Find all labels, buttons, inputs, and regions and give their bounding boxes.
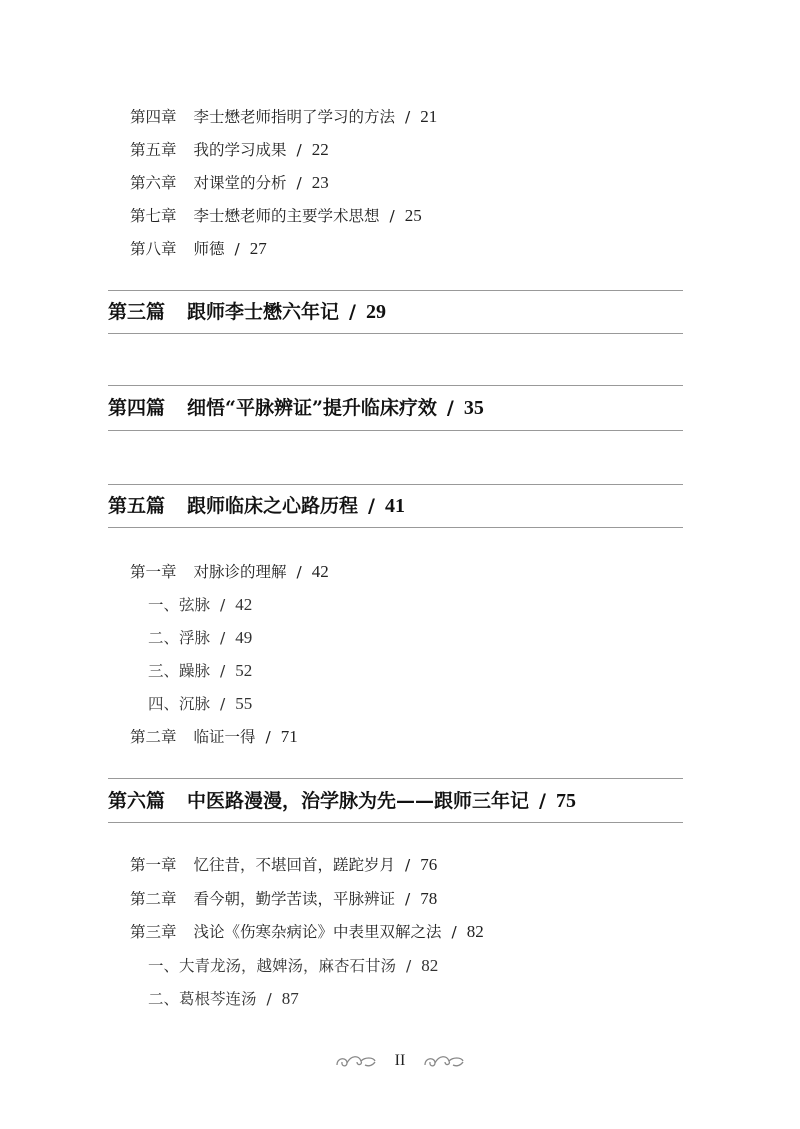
divider xyxy=(108,333,683,334)
separator: / xyxy=(406,957,412,975)
divider xyxy=(108,484,683,485)
page-footer xyxy=(0,1052,800,1070)
section-label: 一、 xyxy=(148,596,180,614)
toc-entry[interactable] xyxy=(130,562,329,582)
part-heading[interactable] xyxy=(108,396,484,420)
page-number: 22 xyxy=(311,140,329,159)
section-title: 葛根芩连汤 xyxy=(179,990,257,1008)
page-number: 41 xyxy=(384,495,405,517)
part-title: 跟师临床之心路历程 xyxy=(187,495,359,517)
section-title: 浮脉 xyxy=(179,629,211,647)
separator: / xyxy=(405,108,411,126)
separator: / xyxy=(389,207,395,225)
section-title: 弦脉 xyxy=(179,596,211,614)
part-label: 第六篇 xyxy=(108,790,166,812)
chapter-title: 忆往昔，不堪回首，蹉跎岁月 xyxy=(193,856,396,874)
chapter-label: 第二章 xyxy=(130,890,177,908)
page-number: 35 xyxy=(463,397,484,419)
chapter-label: 第一章 xyxy=(130,563,177,581)
chapter-title: 对脉诊的理解 xyxy=(193,563,287,581)
page-number: 76 xyxy=(420,855,438,874)
toc-subentry[interactable] xyxy=(148,694,252,714)
chapter-title: 浅论《伤寒杂病论》中表里双解之法 xyxy=(193,923,442,941)
toc-subentry[interactable] xyxy=(148,956,438,976)
toc-entry[interactable] xyxy=(130,107,437,127)
page-number: II xyxy=(394,1052,406,1069)
page-number: 42 xyxy=(235,595,253,614)
separator: / xyxy=(220,629,226,647)
part-label: 第三篇 xyxy=(108,301,166,323)
section-title: 大青龙汤，越婢汤，麻杏石甘汤 xyxy=(179,957,397,975)
separator: / xyxy=(451,923,457,941)
divider xyxy=(108,778,683,779)
toc-subentry[interactable] xyxy=(148,628,252,648)
ornament-right-icon xyxy=(423,1053,465,1069)
page-number: 29 xyxy=(365,301,386,323)
section-label: 三、 xyxy=(148,662,180,680)
separator: / xyxy=(296,141,302,159)
chapter-label: 第六章 xyxy=(130,174,177,192)
chapter-label: 第一章 xyxy=(130,856,177,874)
page-number: 55 xyxy=(235,694,253,713)
separator: / xyxy=(234,240,240,258)
chapter-title: 李士懋老师指明了学习的方法 xyxy=(193,108,396,126)
section-title: 沉脉 xyxy=(179,695,211,713)
chapter-label: 第四章 xyxy=(130,108,177,126)
chapter-title: 看今朝，勤学苦读，平脉辨证 xyxy=(193,890,396,908)
divider xyxy=(108,822,683,823)
separator: / xyxy=(220,662,226,680)
page-number: 71 xyxy=(280,727,298,746)
separator: / xyxy=(368,495,375,517)
page-number: 25 xyxy=(404,206,422,225)
page-number: 23 xyxy=(311,173,329,192)
page-number: 82 xyxy=(421,956,439,975)
page-number: 75 xyxy=(555,790,576,812)
part-title: 跟师李士懋六年记 xyxy=(187,301,340,323)
section-label: 二、 xyxy=(148,990,180,1008)
toc-subentry[interactable] xyxy=(148,661,252,681)
separator: / xyxy=(220,695,226,713)
page-number: 21 xyxy=(420,107,438,126)
toc-subentry[interactable] xyxy=(148,595,252,615)
page-number: 87 xyxy=(281,989,299,1008)
part-heading[interactable] xyxy=(108,300,386,324)
section-label: 二、 xyxy=(148,629,180,647)
section-label: 四、 xyxy=(148,695,180,713)
part-heading[interactable] xyxy=(108,494,405,518)
chapter-label: 第八章 xyxy=(130,240,177,258)
chapter-label: 第二章 xyxy=(130,728,177,746)
chapter-title: 师德 xyxy=(193,240,225,258)
divider xyxy=(108,290,683,291)
toc-entry[interactable] xyxy=(130,140,329,160)
toc-entry[interactable] xyxy=(130,922,484,942)
toc-subentry[interactable] xyxy=(148,989,299,1009)
divider xyxy=(108,385,683,386)
separator: / xyxy=(446,397,454,419)
ornament-left-icon xyxy=(335,1053,377,1069)
section-title: 躁脉 xyxy=(179,662,211,680)
toc-entry[interactable] xyxy=(130,889,437,909)
toc-entry[interactable] xyxy=(130,206,422,226)
separator: / xyxy=(265,728,271,746)
chapter-title: 李士懋老师的主要学术思想 xyxy=(193,207,380,225)
separator: / xyxy=(220,596,226,614)
part-title: 中医路漫漫，治学脉为先——跟师三年记 xyxy=(187,790,530,812)
chapter-title: 我的学习成果 xyxy=(193,141,287,159)
page-number: 49 xyxy=(235,628,253,647)
page-number: 42 xyxy=(311,562,329,581)
separator: / xyxy=(539,790,546,812)
divider xyxy=(108,430,683,431)
page-number: 82 xyxy=(466,922,484,941)
toc-entry[interactable] xyxy=(130,173,329,193)
chapter-title: 临证一得 xyxy=(193,728,256,746)
page-number: 52 xyxy=(235,661,253,680)
chapter-label: 第三章 xyxy=(130,923,177,941)
part-label: 第五篇 xyxy=(108,495,166,517)
separator: / xyxy=(296,174,302,192)
chapter-title: 对课堂的分析 xyxy=(193,174,287,192)
chapter-label: 第七章 xyxy=(130,207,177,225)
part-label: 第四篇 xyxy=(108,397,166,419)
toc-entry[interactable] xyxy=(130,239,267,259)
page-number: 27 xyxy=(249,239,267,258)
toc-entry[interactable] xyxy=(130,855,437,875)
separator: / xyxy=(405,856,411,874)
part-title: 细悟“平脉辨证”提升临床疗效 xyxy=(187,397,437,419)
separator: / xyxy=(296,563,302,581)
chapter-label: 第五章 xyxy=(130,141,177,159)
page-number: 78 xyxy=(420,889,438,908)
separator: / xyxy=(266,990,272,1008)
part-heading[interactable] xyxy=(108,789,576,813)
toc-entry[interactable] xyxy=(130,727,298,747)
divider xyxy=(108,527,683,528)
separator: / xyxy=(349,301,356,323)
separator: / xyxy=(405,890,411,908)
section-label: 一、 xyxy=(148,957,180,975)
